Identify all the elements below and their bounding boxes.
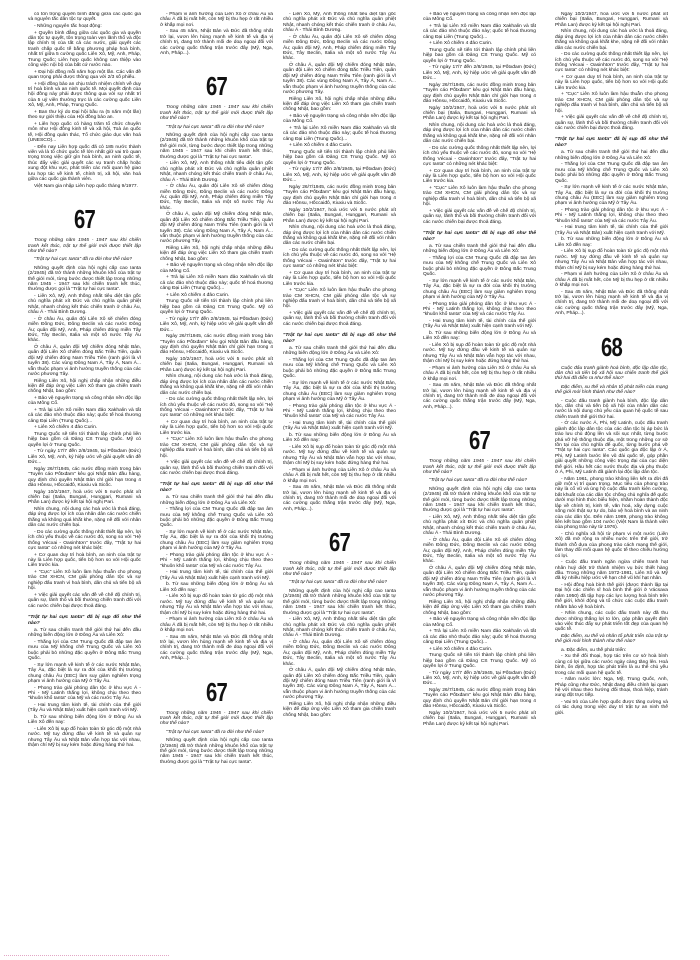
paragraph: + Việc giải quyết các vấn đề về chế độ chính trị, quân sự, lãnh thổ và bồi thường chiến tranh đối với các nước chiến bại được thoả đáng. — [283, 310, 396, 327]
paragraph: Nhìn chung, nội dung các hoà ước là thoả đáng, đáp ứng được lợi ích của nhân dân các nước chiến thắng và không quá khắt khe, nặng nề đối với nhân dân các nước chiến bại. — [283, 225, 396, 247]
paragraph: - Do các cường quốc thống nhất thiết lập nên, lợi ích chủ yếu thuộc về các nước đó, song so với "Hệ thống Vécxai - Oasinhtơn" trước đây, "Trật tự hai cực Ianta" có những nét khác biệt: — [160, 397, 273, 419]
question-text: Trong những năm 1945 - 1947 sau khi chiến tranh kết thúc, trật tự thế giới mới được thiết lập như thế nào? — [160, 105, 273, 122]
paragraph: Ở châu Á, quân đội Mỹ chiếm đóng Nhật Bản, quân đội Liên Xô chiếm đóng Bắc Triều Tiên, quân đội Mỹ chiếm đóng Nam Triều Tiên (ranh giới là vĩ tuyến 38). Các vùng Đông Nam Á, Tây Á, Nam Á... vẫn thuộc phạm vi ảnh hưởng truyền thống của các nước phương Tây. — [423, 566, 536, 599]
paragraph: - Đến nay Liên hợp quốc đã có 185 nước thành viên và là tổ chức quốc tế lớn nhất giữ vai trò quan trọng trong việc giữ gìn hoà bình, an ninh quốc tế, thúc đẩy việc giải quyết các vụ tranh chấp hoặc xung đột khu vực, phát triển các mối quan hệ giao lưu hợp tác về kinh tế, chính trị, xã hội, văn hoá giữa các quốc gia thành viên. — [28, 144, 141, 183]
paragraph: Nhìn chung, nội dung các hoà ước là thoả đáng, đáp ứng được lợi ích của nhân dân các nước chiến thắng và không quá khắt khe, nặng nề đối với nhân dân các nước chiến bại. — [28, 507, 141, 529]
paragraph: Ngày 10/2/1947, hoà ước với 5 nước phát xít chiến bại (Italia, Bungari, Hunggari, Rumani và Phần Lan) được ký kết tại hội nghị Pari. — [555, 12, 668, 28]
paragraph: - Sự lớn mạnh về kinh tế ở các nước Nhật Bản, Tây Âu, đặc biệt là sự ra đời của khối thị trường chung châu Âu (EEC) làm suy giảm nghiêm trọng phạm vi ảnh hưởng của Mỹ ở Tây Âu. — [28, 662, 141, 684]
paragraph: Ở châu Á, quân đội Mỹ chiếm đóng Nhật Bản, quân đội Liên Xô chiếm đóng Bắc Triều Tiên, quân đội Mỹ chiếm đóng Nam Triều Tiên (ranh giới là vĩ tuyến 38). Các vùng Đông Nam Á, Tây Á, Nam Á... vẫn thuộc phạm vi ảnh hưởng truyền thống của các nước phương Tây. — [28, 344, 141, 377]
paragraph: a. Từ sau chiến tranh thế giới thứ hai đến đầu những biến động lớn ở Đông Âu và Liên Xô: — [28, 627, 141, 639]
paragraph: - Sau 45 năm, Nhật Bản và Đức đã thống nhất trở lại, vươn lên hùng mạnh về kinh tế và địa vị chính trị, đang trở thành mối đe doạ ngoại đối với các cường quốc thắng trận trước đây (Mỹ, Nga, Anh, Pháp...). — [555, 289, 668, 317]
paragraph: Ngày 10/2/1947, hoà ước với 5 nước phát xít chiến bại (Italia, Bungari, Hunggari, Rumani và Phần Lan) được ký kết tại hội nghị Pari. — [283, 207, 396, 224]
paragraph: - Thắng lợi của CM Trung Quốc đã đập tan âm mưu của Mỹ khống chế Trung Quốc và Liên Xô buộc phải bỏ những đặc quyền ở Đông Bắc Trung Quốc. — [283, 357, 396, 380]
paragraph: Ở châu Á, quân đội Mỹ chiếm đóng Nhật Bản, quân đội Liên Xô chiếm đóng Bắc Triều Tiên, quân đội Mỹ chiếm đóng Nam Triều Tiên (ranh giới là vĩ tuyến 38). Các vùng Đông Nam Á, Tây Á, Nam Á... vẫn thuộc phạm vi ảnh hưởng truyền thống của các nước phương Tây. — [283, 668, 396, 701]
paragraph: - Hai trung tâm kinh tế, tài chính của thế giới (Tây Âu và Nhật Bản) xuất hiện cạnh tranh với Mỹ. — [555, 225, 668, 236]
paragraph: b. Từ sau những biến động lớn ở Đông Âu và Liên Xô đến nay: — [555, 237, 668, 248]
paragraph: a. Đặc điểm, xu thế phát triển: — [561, 647, 627, 653]
paragraph: Ở châu Á, quân đội Mỹ chiếm đóng Nhật Bản, quân đội Liên Xô chiếm đóng Bắc Triều Tiên, quân đội Mỹ chiếm đóng Nam Triều Tiên (ranh giới là vĩ tuyến 38). Các vùng Đông Nam Á, Tây Á, Nam Á... vẫn thuộc phạm vi ảnh hưởng truyền thống của các nước phương Tây. — [160, 212, 273, 245]
paragraph: + Trả lại Liên Xô miền Nam đảo Xakhalin và tất cả các đảo nhỏ thuộc đảo này; quốc tế hoá thương cảng Đại Liên (Trung Quốc)... — [160, 275, 273, 292]
paragraph: - Năm nước lớn: Nga, Mỹ, Trung Quốc, Anh, Pháp cũng như Đức, Nhật đang điều chỉnh lại quan hệ với nhau theo hướng đối thoại, thoả hiệp, tránh xung đột trực tiếp. — [555, 677, 668, 699]
paragraph: Ngày 26/7/1945, các nước đồng minh trong bản "Tuyên cáo Pốtxđam" kêu gọi Nhật Bản đầu hàng, quy định chủ quyền Nhật Bản chỉ giới hạn trong 4 đảo Hônsu, Hốccaiđô, Kiuxiu và Sicốc. — [423, 687, 536, 710]
section-number-heading: 67 — [205, 676, 227, 707]
paragraph: - Liên Xô, Mỹ, Anh thống nhất tiêu diệt tận gốc chủ nghĩa phát xít Đức và chủ nghĩa quân phiệt Nhật, nhanh chóng kết thúc chiến tranh ở châu Âu, châu Á - Thái Bình Dương. — [283, 617, 396, 639]
paragraph: Ngày 26/7/1945, các nước đồng minh trong bản "Tuyên cáo Pốtxđam" kêu gọi Nhật Bản đầu hàng, quy định chủ quyền Nhật Bản chỉ giới hạn trong 4 đảo Hônsu, Hốccaiđô, Kiuxiu và Sicốc. — [283, 184, 396, 207]
paragraph: - Liên Xô bị sụp đổ hoàn toàn từ góc độ một nhà nước. Mỹ tuy đứng đầu về kinh tế và quân sự nhưng Tây Âu và Nhật Bản vẫn hợp tác với nhau, thậm chí Mỹ bị suy kém hoặc đứng hàng thứ hai. — [28, 726, 141, 749]
paragraph: Riêng Liên Xô, hội nghị chấp nhận những điều kiện để đáp ứng việc Liên Xô tham gia chiến tranh chống Nhật, bao gồm: — [423, 599, 536, 616]
paragraph: + "Cực" Liên Xô luôn làm hậu thuẫn cho phong trào CM XHCN, CM giải phóng dân tộc và sự nghiệp đấu tranh vì hoà bình, dân chủ và tiến bộ xã hội. — [160, 437, 273, 459]
paragraph: - Ở châu Âu, quân đội Liên Xô sẽ chiếm đóng miền Đông Đức, Đông Beclin và các nước Đông Âu; quân đội Mỹ, Anh, Pháp chiếm đóng miền Tây Đức, Tây Beclin, Italia và một số nước Tây Âu khác. — [160, 184, 273, 211]
paragraph: + Ban thư ký do Đại hội bầu ra (5 năm một lần) theo sự giới thiệu của Hội đồng bảo an. — [28, 109, 141, 121]
paragraph: Những quyết định của hội nghị cấp cao Ianta (2/1945) đã trở thành những khuôn khổ của trật tự thế giới mới, từng bước được thiết lập trong những năm 1945 - 1947 sau khi chiến tranh kết thúc, thường được gọi là "Trật tự hai cực Ianta". — [160, 738, 273, 765]
section-subheading: "Trật tự hai cực Ianta" đã bị sụp đổ như thế nào? — [555, 137, 668, 148]
paragraph: - Ở các nước Á, Phi, Mỹ Latinh, cuộc đấu tranh giành độc lập dân tộc của các dân tộc bị áp bức là trào lưu chủ động lên và sôi sục nhất, từng bước phá vỡ hệ thống thuộc địa, một trong những cơ sở tồn tại của chủ nghĩa đế quốc, từng bước phá vỡ "Trật tự hai cực Ianta". Các quốc gia độc lập ở Á, Phi, Mỹ Latinh bước lên vũ đài quốc tế, góp phần giải quyết những công việc trọng đại của cục diện thế giới. Hầu hết các nước thuộc địa và phụ thuộc ở Á, Phi, Mỹ Latinh đã giành lại độc lập dân tộc. — [555, 421, 668, 476]
paragraph: - Ở châu Âu, quân đội Liên Xô sẽ chiếm đóng miền Đông Đức, Đông Beclin và các nước Đông Âu; quân đội Mỹ, Anh, Pháp chiếm đóng miền Tây Đức, Tây Beclin, Italia và một số nước Tây Âu khác. — [283, 639, 396, 667]
section-number-heading: 67 — [205, 71, 227, 102]
paragraph: + Liên Xô chiếm 4 đảo Curin. — [34, 425, 98, 431]
paragraph: - Sau 45 năm, Nhật Bản và Đức đã thống nhất trở lại, vươn lên hùng mạnh về kinh tế và địa vị chính trị, đang trở thành mối đe doạ ngoại đối với các cường quốc thắng trận trước đây (Mỹ, Nga, Anh, Pháp...). — [160, 634, 273, 662]
paragraph: - Những nguyên tắc hoạt động: — [34, 24, 102, 29]
paragraph: - Liên Xô bị sụp đổ hoàn toàn từ góc độ một nhà nước. Mỹ tuy đứng đầu về kinh tế và quân sự nhưng Tây Âu và Nhật Bản vẫn hợp tác với nhau, thậm chí Mỹ bị suy kém hoặc đứng hàng thứ hai. — [423, 342, 536, 365]
paragraph: + Đại hội đồng mỗi năm họp một lần. Các vấn đề quan trọng phải được thông qua với 2/3 số phiếu. — [28, 69, 141, 81]
paragraph: - Liên Xô bị sụp đổ hoàn toàn từ góc độ một nhà nước. Mỹ tuy đứng đầu về kinh tế và quân sự nhưng Tây Âu và Nhật Bản vẫn hợp tác với nhau, thậm chí Mỹ bị suy kém hoặc đứng hàng thứ hai. — [160, 594, 273, 616]
section-number-heading: 67 — [468, 425, 490, 456]
paragraph: - Vai trò của Liên hợp quốc được tăng cường và có tác dụng trong việc duy trì trật tự an ninh thế giới. — [555, 700, 668, 716]
paragraph: có tôn trọng quyền bình đẳng giữa các quốc gia và nguyên tắc dân tộc tự quyết. — [28, 12, 141, 23]
paragraph: + Cơ quan duy trì hoà bình, an ninh của trật tự này là Liên hợp quốc, tiến bộ hơn so với Hội quốc Liên trước kia. — [283, 270, 396, 287]
paragraph: + Bảo vệ nguyên trạng và công nhận nền độc lập của Mông Cổ. — [423, 617, 536, 628]
paragraph: + Cơ quan duy trì hoà bình, an ninh của trật tự này là Liên hợp quốc, tiến bộ hơn so với Hội quốc Liên trước kia. — [555, 75, 668, 91]
paragraph: Trung Quốc sẽ tiến tới thành lập chính phủ liên hiệp bao gồm cả Đảng CS Trung Quốc. Mỹ có quyền lợi ở Trung Quốc. — [283, 150, 396, 166]
section-number-heading: 67 — [328, 527, 350, 558]
paragraph: Những quyết định của hội nghị cấp cao Ianta (2/1945) đã trở thành những khuôn khổ của trật tự thế giới mới, từng bước được thiết lập trong những năm 1945 - 1947 sau khi chiến tranh kết thúc, thường được gọi là "Trật tự hai cực Ianta". — [160, 133, 273, 160]
question-text: "Trật tự hai cực Ianta" đã ra đời như thế nào? — [289, 580, 388, 586]
paragraph: - Hai trung tâm kinh tế, tài chính của thế giới (Tây Âu và Nhật Bản) xuất hiện cạnh tranh với Mỹ. — [160, 570, 273, 581]
paragraph: - Liên Xô, Mỹ, Anh thống nhất tiêu diệt tận gốc chủ nghĩa phát xít Đức và chủ nghĩa quân phiệt Nhật, nhanh chóng kết thúc chiến tranh ở châu Âu, châu Á - Thái Bình Dương. — [423, 515, 536, 537]
paragraph: + "Cực" Liên Xô luôn làm hậu thuẫn cho phong trào CM XHCN, CM giải phóng dân tộc và sự nghiệp đấu tranh vì hoà bình, dân chủ và tiến bộ xã hội. — [423, 186, 536, 208]
question-text: "Trật tự hai cực Ianta" đã ra đời như thế nào? — [429, 478, 528, 484]
paragraph: b. Từ sau những biến động lớn ở Đông Âu và Liên Xô đến nay: — [423, 330, 536, 342]
paragraph: + Cơ quan duy trì hoà bình, an ninh của trật tự này là Liên hợp quốc, tiến bộ hơn so với Hội quốc Liên trước kia. — [28, 552, 141, 569]
paragraph: + Liên hợp quốc có hàng trăm tổ chức chuyên môn như Hội đồng kinh tế và xã hội, Toà án quốc tế, Hội đồng quản thác, Tổ chức giáo dục văn hoá (UNESCO)... — [28, 121, 141, 144]
paragraph: Trung Quốc sẽ tiến tới thành lập chính phủ liên hiệp bao gồm cả Đảng CS Trung Quốc. Mỹ có quyền lợi ở Trung Quốc. — [423, 48, 536, 64]
paragraph: a. Từ sau chiến tranh thế giới thứ hai đến đầu những biến động lớn ở Đông Âu và Liên Xô: — [555, 150, 668, 161]
paragraph: + Việc giải quyết các vấn đề về chế độ chính trị, quân sự, lãnh thổ và bồi thường chiến tranh đối với các nước chiến bại được thoả đáng. — [423, 208, 536, 225]
section-subheading: "Trật tự hai cực Ianta" đã bị sụp đổ như thế nào? — [28, 615, 141, 626]
paragraph: Trung Quốc sẽ tiến tới thành lập chính phủ liên hiệp bao gồm cả Đảng CS Trung Quốc. Mỹ có quyền lợi ở Trung Quốc. — [160, 299, 273, 316]
paragraph: - Phạm vi ảnh hưởng của Liên Xô ở châu Âu và châu Á đã bị mất hết, còn Mỹ bị thu hẹp ở rất nhiều ở khắp mọi nơi. — [283, 467, 396, 484]
paragraph: - Do các cường quốc thống nhất thiết lập nên, lợi ích chủ yếu thuộc về các nước đó, song so với "Hệ thống Vécxai - Oasinhtơn" trước đây, "Trật tự hai cực Ianta" có những nét khác biệt: — [28, 529, 141, 552]
paragraph: Ngày 10/2/1947, hoà ước với 5 nước phát xít chiến bại (Italia, Bungari, Hunggari, Rumani và Phần Lan) được ký kết tại hội nghị Pari. — [28, 489, 141, 506]
paragraph: - Liên Xô, Mỹ, Anh thống nhất tiêu diệt tận gốc chủ nghĩa phát xít Đức và chủ nghĩa quân phiệt Nhật, nhanh chóng kết thúc chiến tranh ở châu Âu, châu Á - Thái Bình Dương. — [160, 161, 273, 183]
paragraph: - Do các cường quốc thống nhất thiết lập nên, lợi ích chủ yếu thuộc về các nước đó, song so với "Hệ thống Vécxai - Oasinhtơn" trước đây, "Trật tự hai cực Ianta" có những nét khác biệt: — [283, 247, 396, 270]
text-column-2 — [160, 12, 273, 950]
paragraph: + Quyền bình đẳng giữa các quốc gia và quyền dân tộc tự quyết, tôn trọng toàn vẹn lãnh thổ và độc lập chính trị của tất cả các nước, giải quyết các tranh chấp quốc tế bằng phương pháp hoà bình, nhất trí giữa 5 cường quốc Liên Xô, Mỹ, Anh, Pháp, Trung Quốc; Liên hợp quốc không can thiệp vào công việc nội bộ của bất cứ nước nào. — [28, 30, 141, 69]
question-text: Trong những năm 1945 - 1947 sau khi chiến tranh kết thúc, trật tự thế giới mới được thiết lập như thế nào? — [283, 561, 396, 578]
paragraph: - Cuộc đấu tranh ngăn ngừa chiến tranh hạt nhân huỷ diệt trở thành nhiệm vụ bức thiết hàng đầu. Trong những năm 1972-1981, Liên Xô và Mỹ đã ký nhiều hiệp ước về hạn chế vũ khí hạt nhân. — [555, 560, 668, 582]
paragraph: - Phong trào giải phóng dân tộc ở khu vực Á - Phi - Mỹ Latinh thắng lợi, không chịu theo theo "khuôn khổ Ianta" của Mỹ và các nước Tây Âu. — [423, 301, 536, 318]
paragraph: Nhìn chung, nội dung các hoà ước là thoả đáng, đáp ứng được lợi ích của nhân dân các nước chiến thắng và không quá khắt khe, nặng nề đối với nhân dân các nước chiến bại. — [555, 29, 668, 51]
paragraph: Ngày 10/2/1947, hoà ước với 5 nước phát xít chiến bại (Italia, Bungari, Hunggari, Rumani và Phần Lan) được ký kết tại hội nghị Pari. — [423, 105, 536, 122]
paragraph: + "Cực" Liên Xô luôn làm hậu thuẫn cho phong trào CM XHCN, CM giải phóng dân tộc và sự nghiệp đấu tranh vì hoà bình, dân chủ và tiến bộ xã hội. — [555, 92, 668, 114]
paragraph: - Từ ngày 17/7 đến 2/8/1945, tại Pốtxđam (Đức) Liên Xô, Mỹ, Anh, ký hiệp ước về giải quyết vấn đề Đức... — [423, 670, 536, 687]
section-subheading: "Trật tự hai cực Ianta" đã bị sụp đổ như thế nào? — [423, 231, 536, 242]
paragraph: + Liên Xô chiếm 4 đảo Curin. — [289, 143, 353, 149]
paragraph: - Từ ngày 17/7 đến 2/8/1945, tại Pốtxđam (Đức) Liên Xô, Mỹ, Anh, ký hiệp ước về giải quyết vấn đề Đức... — [28, 449, 141, 466]
paragraph: Nhìn chung, nội dung các hoà ước là thoả đáng, đáp ứng được lợi ích của nhân dân các nước chiến thắng và không quá khắt khe, nặng nề đối với nhân dân các nước chiến bại. — [423, 123, 536, 145]
paragraph: + Cơ quan duy trì hoà bình, an ninh của trật tự này là Liên hợp quốc, tiến bộ hơn so với Hội quốc Liên trước kia. — [160, 420, 273, 436]
section-number-heading: 68 — [600, 331, 622, 362]
paragraph: + Liên Xô chiếm 4 đảo Curin. — [166, 292, 230, 298]
paragraph: - Hội đồng hoà bình thế giới (được thành lập tại Đại hội các chiến sĩ hoà bình thế giới ở Vácsava năm 1950) đã tập hợp các lực lượng hoà bình trên thế giới, khởi động và tổ chức các cuộc đấu tranh nhằm bảo vệ hoà bình. — [555, 582, 668, 610]
paragraph: Riêng Liên Xô, hội nghị chấp nhận những điều kiện để đáp ứng việc Liên Xô tham gia chiến tranh chống Nhật, bao gồm: — [283, 701, 396, 718]
question-text: Trong những năm 1945 - 1947 sau khi chiến tranh kết thúc, trật tự thế giới mới được thiết lập như thế nào? — [160, 710, 273, 727]
paragraph: Riêng Liên Xô, hội nghị chấp nhận những điều kiện để đáp ứng việc Liên Xô tham gia chiến tranh chống Nhật, bao gồm: — [283, 96, 396, 113]
paragraph: Nhìn chung, nội dung các hoà ước là thoả đáng, đáp ứng được lợi ích của nhân dân các nước chiến thắng và không quá khắt khe, nặng nề đối với nhân dân các nước chiến bại. — [160, 374, 273, 396]
paragraph: a. Từ sau chiến tranh thế giới thứ hai đến đầu những biến động lớn ở Đông Âu và Liên Xô: — [423, 243, 536, 255]
question-text: "Trật tự hai cực Ianta" đã ra đời như thế nào? — [34, 257, 133, 263]
paragraph: - Liên Xô, Mỹ, Anh thống nhất tiêu diệt tận gốc chủ nghĩa phát xít Đức và chủ nghĩa quân phiệt Nhật, nhanh chóng kết thúc chiến tranh ở châu Âu, châu Á - Thái Bình Dương. — [283, 12, 396, 34]
paragraph: Ngày 10/2/1947, hoà ước với 5 nước phát xít chiến bại (Italia, Bungari, Hunggari, Rumani và Phần Lan) được ký kết tại hội nghị Pari. — [423, 710, 536, 727]
paragraph: - Phạm vi ảnh hưởng của Liên Xô ở châu Âu và châu Á đã bị mất hết, còn Mỹ bị thu hẹp ở rất nhiều ở khắp mọi nơi. — [160, 617, 273, 633]
question-text: Trong những năm 1945 - 1947 sau khi chiến tranh kết thúc, trật tự thế giới mới được thiết lập như thế nào? — [28, 238, 141, 254]
paragraph: - Chủ nghĩa xã hội từ phạm vi một nước (Liên Xô) đã mở rộng ra nhiều nước trên thế giới, trở thành chỗ dựa của phong trào cách mạng thế giới, làm thay đổi mối quan hệ quốc tế theo chiều hướng có lợi. — [555, 531, 668, 559]
paragraph: b. Từ sau những biến động lớn ở Đông Âu và Liên Xô đến nay: — [28, 714, 141, 726]
paragraph: - Hai trung tâm kinh tế, tài chính của thế giới (Tây Âu và Nhật Bản) xuất hiện cạnh tranh với Mỹ. — [283, 421, 396, 432]
paragraph: - Phạm vi ảnh hưởng của Liên Xô ở châu Âu và châu Á đã bị mất hết, còn Mỹ bị thu hẹp ở rất nhiều ở khắp mọi nơi. — [160, 12, 273, 28]
text-column-3 — [283, 12, 396, 950]
question-text: Đặc điểm, xu thế và nhân tố phát triển của trật tự thế giới mới hình thành như thế nào? — [555, 633, 668, 645]
paragraph: - Sự lớn mạnh về kinh tế ở các nước Nhật Bản, Tây Âu, đặc biệt là sự ra đời của khối thị trường chung châu Âu (EEC) làm suy giảm nghiêm trọng phạm vi ảnh hưởng của Mỹ ở Tây Âu. — [423, 278, 536, 300]
paragraph: Việt Nam gia nhập Liên hợp quốc tháng 9/1977. — [34, 183, 138, 189]
paragraph: - Do các cường quốc thống nhất thiết lập nên, lợi ích chủ yếu thuộc về các nước đó, song so với "Hệ thống Vécxai - Oasinhtơn" trước đây, "Trật tự hai cực Ianta" có những nét khác biệt: — [423, 145, 536, 168]
paragraph: - Cuộc đấu tranh giành hoà bình, độc lập dân tộc, dân chủ và tiến bộ xã hội của nhân dân các nước là nội dung chủ yếu của quan hệ quốc tế sau chiến tranh thế giới thứ hai. — [555, 398, 668, 420]
question-text: "Trật tự hai cực Ianta" đã ra đời như thế nào? — [166, 124, 265, 130]
question-text: Đặc điểm, xu thế và nhân tố phát triển của mạng thế giới mới hình thành như thế nào? — [555, 384, 668, 396]
question-text: Trong những năm 1945 - 1947 sau khi chiến tranh kết thúc, trật tự thế giới mới được thiết lập như thế nào? — [423, 459, 536, 475]
paragraph: Ngày 10/2/1947, hoà ước với 5 nước phát xít chiến bại (Italia, Bungari, Hunggari, Rumani và Phần Lan) được ký kết tại hội nghị Pari. — [160, 356, 273, 373]
paragraph: Ngày 26/7/1945, các nước đồng minh trong bản "Tuyên cáo Pốtxđam" kêu gọi Nhật Bản đầu hàng, quy định chủ quyền Nhật Bản chỉ giới hạn trong 4 đảo Hônsu, Hốccaiđô, Kiuxiu và Sicốc. — [28, 466, 141, 489]
paragraph: + Trả lại Liên Xô miền Nam đảo Xakhalin và tất cả các đảo nhỏ thuộc đảo này; quốc tế hoá thương cảng Đại Liên (Trung Quốc)... — [423, 629, 536, 645]
paragraph: - Ở châu Âu, quân đội Liên Xô sẽ chiếm đóng miền Đông Đức, Đông Beclin và các nước Đông Âu; quân đội Mỹ, Anh, Pháp chiếm đóng miền Tây Đức, Tây Beclin, Italia và một số nước Tây Âu khác. — [423, 537, 536, 565]
paragraph: Ngày 26/7/1945, các nước đồng minh trong bản "Tuyên cáo Pốtxđam" kêu gọi Nhật Bản đầu hàng, quy định chủ quyền Nhật Bản chỉ giới hạn trong 4 đảo Hônsu, Hốccaiđô, Kiuxiu và Sicốc. — [423, 82, 536, 105]
paragraph: - Sau 45 năm, Nhật Bản và Đức đã thống nhất trở lại, vươn lên hùng mạnh về kinh tế và địa vị chính trị, đang trở thành mối đe doạ ngoại đối với các cường quốc thắng trận trước đây (Mỹ, Nga, Anh, Pháp...). — [423, 383, 536, 410]
paragraph: - Phạm vi ảnh hưởng của Liên Xô ở châu Âu và châu Á đã bị mất hết, còn Mỹ bị thu hẹp ở rất nhiều ở khắp mọi nơi. — [555, 272, 668, 288]
paragraph: - Liên Xô bị sụp đổ hoàn toàn từ góc độ một nhà nước. Mỹ tuy đứng đầu về kinh tế và quân sự nhưng Tây Âu và Nhật Bản vẫn hợp tác với nhau, thậm chí Mỹ bị suy kém hoặc đứng hàng thứ hai. — [555, 249, 668, 271]
paragraph: + Cơ quan duy trì hoà bình, an ninh của trật tự này là Liên hợp quốc, tiến bộ hơn so với Hội quốc Liên trước kia. — [423, 168, 536, 185]
paragraph: - Thắng lợi của CM Trung Quốc đã đập tan âm mưu của Mỹ khống chế Trung Quốc và Liên Xô buộc phải bỏ những đặc quyền ở Đông Bắc Trung Quốc. — [28, 639, 141, 662]
paragraph: - Sự lớn mạnh về kinh tế ở các nước Nhật Bản, Tây Âu, đặc biệt là sự ra đời của khối thị trường chung châu Âu (EEC) làm suy giảm nghiêm trọng phạm vi ảnh hưởng của Mỹ ở Tây Âu. — [283, 380, 396, 402]
text-column-5 — [555, 12, 668, 950]
paragraph: - Ở châu Âu, quân đội Liên Xô sẽ chiếm đóng miền Đông Đức, Đông Beclin và các nước Đông Âu; quân đội Mỹ, Anh, Pháp chiếm đóng miền Tây Đức, Tây Beclin, Italia và một số nước Tây Âu khác. — [283, 34, 396, 62]
paragraph: + Trả lại Liên Xô miền Nam đảo Xakhalin và tất cả các đảo nhỏ thuộc đảo này; quốc tế hoá thương cảng Đại Liên (Trung Quốc)... — [28, 408, 141, 424]
paragraph: - Thắng lợi của CM Trung Quốc đã đập tan âm mưu của Mỹ khống chế Trung Quốc và Liên Xô buộc phải bỏ những đặc quyền ở Đông Bắc Trung Quốc. — [555, 162, 668, 184]
paragraph: Những quyết định của hội nghị cấp cao Ianta (2/1945) đã trở thành những khuôn khổ của trật tự thế giới mới, từng bước được thiết lập trong những năm 1945 - 1947 sau khi chiến tranh kết thúc, thường được gọi là "Trật tự hai cực Ianta". — [283, 588, 396, 616]
paragraph: + Việc giải quyết các vấn đề về chế độ chính trị, quân sự, lãnh thổ và bồi thường chiến tranh đối với các nước chiến bại được thoả đáng. — [28, 592, 141, 609]
paragraph: Trung Quốc sẽ tiến tới thành lập chính phủ liên hiệp bao gồm cả Đảng CS Trung Quốc. Mỹ có quyền lợi ở Trung Quốc. — [28, 432, 141, 448]
text-column-1 — [28, 12, 141, 950]
question-text: "Trật tự hai cực Ianta" đã ra đời như thế nào? — [166, 729, 265, 735]
section-number-heading: 67 — [73, 204, 95, 235]
paragraph: Những quyết định của hội nghị cấp cao Ianta (2/1945) đã trở thành những khuôn khổ của trật tự thế giới mới, từng bước được thiết lập trong những năm 1945 - 1947 sau khi chiến tranh kết thúc, thường được gọi là "Trật tự hai cực Ianta". — [423, 486, 536, 514]
paragraph: - Thắng lợi của CM Trung Quốc đã đập tan âm mưu của Mỹ khống chế Trung Quốc và Liên Xô buộc phải bỏ những đặc quyền ở Đông Bắc Trung Quốc. — [423, 255, 536, 278]
paragraph: - Sự lớn mạnh về kinh tế ở các nước Nhật Bản, Tây Âu, đặc biệt là sự ra đời của khối thị trường chung châu Âu (EEC) làm suy giảm nghiêm trọng phạm vi ảnh hưởng của Mỹ ở Tây Âu. — [555, 185, 668, 207]
paragraph: + "Cực" Liên Xô luôn làm hậu thuẫn cho phong trào CM XHCN, CM giải phóng dân tộc và sự nghiệp đấu tranh vì hoà bình, dân chủ và tiến bộ xã hội. — [283, 288, 396, 310]
paragraph: Trung Quốc sẽ tiến tới thành lập chính phủ liên hiệp bao gồm cả Đảng CS Trung Quốc. Mỹ có quyền lợi ở Trung Quốc. — [423, 653, 536, 669]
paragraph: + Việc giải quyết các vấn đề về chế độ chính trị, quân sự, lãnh thổ và bồi thường chiến tranh đối với các nước chiến bại được thoả đáng. — [555, 115, 668, 132]
paragraph: + Liên Xô chiếm 4 đảo Curin. — [429, 646, 493, 652]
section-subheading: "Trật tự hai cực Ianta" đã bị sụp đổ như thế nào? — [160, 482, 273, 493]
paragraph: - Thắng lợi của CM Trung Quốc đã đập tan âm mưu của Mỹ khống chế Trung Quốc và Liên Xô buộc phải bỏ những đặc quyền ở Đông Bắc Trung Quốc. — [160, 507, 273, 529]
section-subheading: "Trật tự hai cực Ianta" đã bị sụp đổ như thế nào? — [283, 333, 396, 344]
paragraph: - Nhìn chung, các cuộc đấu tranh này đã thu được những thắng lợi to lớn, góp phần quyết định vào việc thúc đẩy sự phát triển tốt đẹp của quan hệ quốc tế. — [555, 611, 668, 633]
paragraph: - Phong trào giải phóng dân tộc ở khu vực Á - Phi - Mỹ Latinh thắng lợi, không chịu theo theo "khuôn khổ Ianta" của Mỹ và các nước Tây Âu. — [283, 403, 396, 420]
paragraph: Ở châu Á, quân đội Mỹ chiếm đóng Nhật Bản, quân đội Liên Xô chiếm đóng Bắc Triều Tiên, quân đội Mỹ chiếm đóng Nam Triều Tiên (ranh giới là vĩ tuyến 38). Các vùng Đông Nam Á, Tây Á, Nam Á... vẫn thuộc phạm vi ảnh hưởng truyền thống của các nước phương Tây. — [283, 63, 396, 96]
paragraph: a. Từ sau chiến tranh thế giới thứ hai đến đầu những biến động lớn ở Đông Âu và Liên Xô: — [283, 345, 396, 357]
paragraph: + Hội đồng bảo an chịu trách nhiệm chính về duy trì hoà bình và an ninh quốc tế. Mọi quyết định của hội đồng này phải được thông qua với sự nhất trí của 5 uỷ viên thường trực là các cường quốc Liên Xô, Mỹ, Anh, Pháp, Trung Quốc. — [28, 81, 141, 109]
paragraph: - Hai trung tâm kinh tế, tài chính của thế giới (Tây Âu và Nhật Bản) xuất hiện cạnh tranh với Mỹ. — [28, 702, 141, 714]
paragraph: b. Từ sau những biến động lớn ở Đông Âu và Liên Xô đến nay: — [283, 433, 396, 444]
paragraph: - Phạm vi ảnh hưởng của Liên Xô ở châu Âu và châu Á đã bị mất hết, còn Mỹ bị thu hẹp ở rất nhiều ở khắp mọi nơi. — [423, 365, 536, 382]
text-column-4 — [423, 12, 536, 950]
paragraph: Riêng Liên Xô, hội nghị chấp nhận những điều kiện để đáp ứng việc Liên Xô tham gia chiến tranh chống Nhật, bao gồm: — [160, 245, 273, 262]
paragraph: + Bảo vệ nguyên trạng và công nhận nền độc lập của Mông Cổ. — [160, 263, 273, 274]
paragraph: - Từ ngày 17/7 đến 2/8/1945, tại Pốtxđam (Đức) Liên Xô, Mỹ, Anh, ký hiệp ước về giải quyết vấn đề Đức... — [160, 316, 273, 333]
paragraph: - Sau 45 năm, Nhật Bản và Đức đã thống nhất trở lại, vươn lên hùng mạnh về kinh tế và địa vị chính trị, đang trở thành mối đe doạ ngoại đối với các cường quốc thắng trận trước đây (Mỹ, Nga, Anh, Pháp...). — [283, 485, 396, 512]
paragraph: - Phong trào giải phóng dân tộc ở khu vực Á - Phi - Mỹ Latinh thắng lợi, không chịu theo theo "khuôn khổ Ianta" của Mỹ và các nước Tây Âu. — [160, 552, 273, 569]
paragraph: - Hai trung tâm kinh tế, tài chính của thế giới (Tây Âu và Nhật Bản) xuất hiện cạnh tranh với Mỹ. — [423, 318, 536, 330]
paragraph: - Sự lớn mạnh về kinh tế ở các nước Nhật Bản, Tây Âu, đặc biệt là sự ra đời của khối thị trường chung châu Âu (EEC) làm suy giảm nghiêm trọng phạm vi ảnh hưởng của Mỹ ở Tây Âu. — [160, 530, 273, 552]
paragraph: - Từ ngày 17/7 đến 2/8/1945, tại Pốtxđam (Đức) Liên Xô, Mỹ, Anh, ký hiệp ước về giải quyết vấn đề Đức... — [423, 65, 536, 82]
paragraph: - Năm 1961, phong trào không liên kết ra đời đã giữ một vị trí quan trọng. Mục tiêu của phong trào này là cổ vũ và ủng hộ cuộc đấu tranh kiên cường, bất khuất của các dân tộc chống chủ nghĩa đế quốc dưới mọi hình thức biểu hiện, nhằm hoàn thành độc lập về chính trị, kinh tế, văn hoá, xây dựng cuộc sống mới thật sự tự do, bảo vệ hoà bình và an ninh của các dân tộc. Đến năm 1989, phong trào không liên kết bao gồm 104 nước (Việt Nam là thành viên của phong trào này từ 1976). — [555, 476, 668, 531]
paragraph: - Từ ngày 17/7 đến 2/8/1945, tại Pốtxđam (Đức) Liên Xô, Mỹ, Anh, ký hiệp ước về giải quyết vấn đề Đức... — [283, 167, 396, 184]
paragraph: - Xu thế đối thoại, hợp tác trên cơ sở hoà bình cùng có lợi giữa các nước ngày càng tăng lên. Hoà bình, ổn định, hợp tác phát triển là xu thế chủ yếu trong các mối quan hệ quốc tế. — [555, 654, 668, 676]
paragraph: - Sau 45 năm, Nhật Bản và Đức đã thống nhất trở lại, vươn lên hùng mạnh về kinh tế và địa vị chính trị, đang trở thành mối đe doạ ngoại đối với các cường quốc thắng trận trước đây (Mỹ, Nga, Anh, Pháp...). — [160, 29, 273, 57]
paragraph: b. Từ sau những biến động lớn ở Đông Âu và Liên Xô đến nay: — [160, 582, 273, 593]
paragraph: Ngày 26/7/1945, các nước đồng minh trong bản "Tuyên cáo Pốtxđam" kêu gọi Nhật Bản đầu hàng, quy định chủ quyền Nhật Bản chỉ giới hạn trong 4 đảo Hônsu, Hốccaiđô, Kiuxiu và Sicốc. — [160, 334, 273, 356]
paragraph: a. Từ sau chiến tranh thế giới thứ hai đến đầu những biến động lớn ở Đông Âu và Liên Xô: — [160, 495, 273, 506]
paragraph: - Phong trào giải phóng dân tộc ở khu vực Á - Phi - Mỹ Latinh thắng lợi, không chịu theo theo "khuôn khổ Ianta" của Mỹ và các nước Tây Âu. — [555, 207, 668, 224]
paragraph: - Ở châu Âu, quân đội Liên Xô sẽ chiếm đóng miền Đông Đức, Đông Beclin và các nước Đông Âu; quân đội Mỹ, Anh, Pháp chiếm đóng miền Tây Đức, Tây Beclin, Italia và một số nước Tây Âu khác. — [28, 316, 141, 344]
paragraph: + Liên Xô chiếm 4 đảo Curin. — [429, 41, 493, 47]
paragraph: + Bảo vệ nguyên trạng và công nhận nền độc lập của Mông Cổ. — [28, 396, 141, 407]
paragraph: + Bảo vệ nguyên trạng và công nhận nền độc lập của Mông Cổ. — [423, 12, 536, 23]
paragraph: - Do các cường quốc thống nhất thiết lập nên, lợi ích chủ yếu thuộc về các nước đó, song so với "Hệ thống Vécxai - Oasinhtơn" trước đây, "Trật tự hai cực Ianta" có những nét khác biệt: — [555, 52, 668, 74]
paragraph: + Trả lại Liên Xô miền Nam đảo Xakhalin và tất cả các đảo nhỏ thuộc đảo này; quốc tế hoá thương cảng Đại Liên (Trung Quốc)... — [283, 126, 396, 142]
paragraph: + Bảo vệ nguyên trạng và công nhận nền độc lập của Mông Cổ. — [283, 114, 396, 125]
paragraph: Riêng Liên Xô, hội nghị chấp nhận những điều kiện để đáp ứng việc Liên Xô tham gia chiến tranh chống Nhật, bao gồm: — [28, 378, 141, 395]
paragraph: + "Cực" Liên Xô luôn làm hậu thuẫn cho phong trào CM XHCN, CM giải phóng dân tộc và sự nghiệp đấu tranh vì hoà bình, dân chủ và tiến bộ xã hội. — [28, 570, 141, 592]
paragraph: + Trả lại Liên Xô miền Nam đảo Xakhalin và tất cả các đảo nhỏ thuộc đảo này; quốc tế hoá thương cảng Đại Liên (Trung Quốc)... — [423, 24, 536, 40]
paragraph: + Việc giải quyết các vấn đề về chế độ chính trị, quân sự, lãnh thổ và bồi thường chiến tranh đối với các nước chiến bại được thoả đáng. — [160, 460, 273, 477]
paragraph: - Liên Xô, Mỹ, Anh thống nhất tiêu diệt tận gốc chủ nghĩa phát xít Đức và chủ nghĩa quân phiệt Nhật, nhanh chóng kết thúc chiến tranh ở châu Âu, châu Á - Thái Bình Dương. — [28, 293, 141, 316]
dotted-rule — [4, 955, 169, 956]
question-text: Cuộc đấu tranh giành hoà bình, độc lập dân tộc, dân chủ và tiến bộ xã hội sau chiến tranh thế giới thứ hai đã diễn ra như thế nào? — [555, 365, 668, 382]
paragraph: - Phong trào giải phóng dân tộc ở khu vực Á - Phi - Mỹ Latinh thắng lợi, không chịu theo theo "khuôn khổ Ianta" của Mỹ và các nước Tây Âu. — [28, 685, 141, 702]
paragraph: Những quyết định của hội nghị cấp cao Ianta (2/1945) đã trở thành những khuôn khổ của trật tự thế giới mới, từng bước được thiết lập trong những năm 1945 - 1947 sau khi chiến tranh kết thúc, thường được gọi là "Trật tự hai cực Ianta". — [28, 265, 141, 293]
paragraph: - Liên Xô bị sụp đổ hoàn toàn từ góc độ một nhà nước. Mỹ tuy đứng đầu về kinh tế và quân sự nhưng Tây Âu và Nhật Bản vẫn hợp tác với nhau, thậm chí Mỹ bị suy kém hoặc đứng hàng thứ hai. — [283, 445, 396, 467]
